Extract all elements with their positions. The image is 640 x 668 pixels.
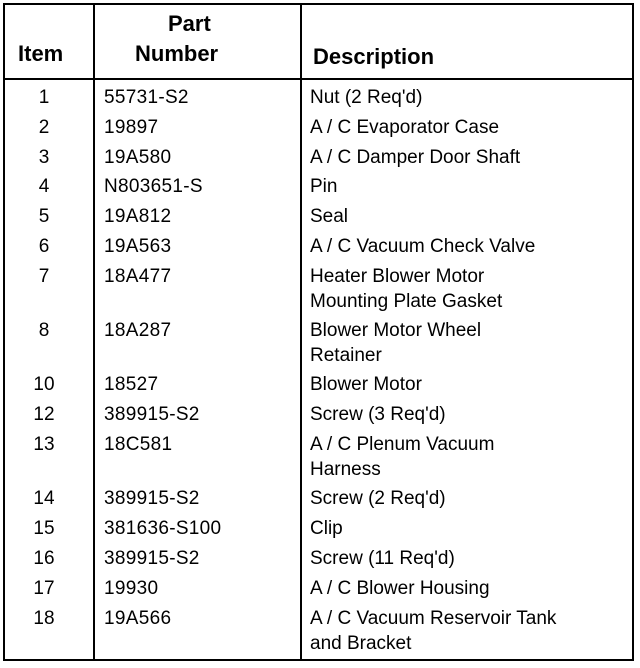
item-number: 1 [38,87,50,108]
item-number: 15 [33,518,55,539]
column-divider-item [93,3,95,661]
description: Blower Motor Wheel Retainer [310,320,482,366]
description: Screw (11 Req'd) [310,548,455,569]
description: Seal [310,206,349,227]
description: Clip [310,518,343,539]
part-number: 18C581 [104,434,173,455]
header-item: Item [18,41,64,66]
part-number: 389915-S2 [104,404,200,425]
part-number: N803651-S [104,176,203,197]
item-number: 6 [38,236,50,257]
description: Pin [310,176,338,197]
part-number: 19A580 [104,147,172,168]
description: Screw (3 Req'd) [310,404,446,425]
header-description: Description [313,44,435,69]
part-number: 389915-S2 [104,488,200,509]
part-number: 19A812 [104,206,172,227]
part-number: 19A566 [104,608,172,629]
description: A / C Plenum Vacuum Harness [310,434,495,480]
item-number: 14 [33,488,55,509]
part-number: 389915-S2 [104,548,200,569]
part-number: 19897 [104,117,159,138]
part-number: 18A287 [104,320,172,341]
description: Heater Blower Motor Mounting Plate Gasket [310,266,503,312]
item-number: 5 [38,206,50,227]
part-number: 55731-S2 [104,87,189,108]
item-number: 10 [33,374,55,395]
item-number: 16 [33,548,55,569]
description: Screw (2 Req'd) [310,488,446,509]
item-number: 7 [38,266,50,287]
item-number: 4 [38,176,50,197]
item-number: 18 [33,608,55,629]
column-divider-part [300,3,302,661]
part-number: 381636-S100 [104,518,222,539]
header-part-line2: Number [135,41,219,66]
item-number: 12 [33,404,55,425]
description: A / C Blower Housing [310,578,490,599]
item-number: 17 [33,578,55,599]
description: A / C Vacuum Reservoir Tank and Bracket [310,608,557,654]
part-number: 18A477 [104,266,172,287]
description: A / C Vacuum Check Valve [310,236,536,257]
item-number: 2 [38,117,50,138]
header-part-line1: Part [168,11,211,36]
description: Nut (2 Req'd) [310,87,423,108]
header-divider [3,78,634,80]
description: A / C Evaporator Case [310,117,500,138]
part-number: 18527 [104,374,159,395]
part-number: 19A563 [104,236,172,257]
item-number: 3 [38,147,50,168]
item-number: 13 [33,434,55,455]
item-number: 8 [38,320,50,341]
part-number: 19930 [104,578,159,599]
description: Blower Motor [310,374,422,395]
description: A / C Damper Door Shaft [310,147,521,168]
